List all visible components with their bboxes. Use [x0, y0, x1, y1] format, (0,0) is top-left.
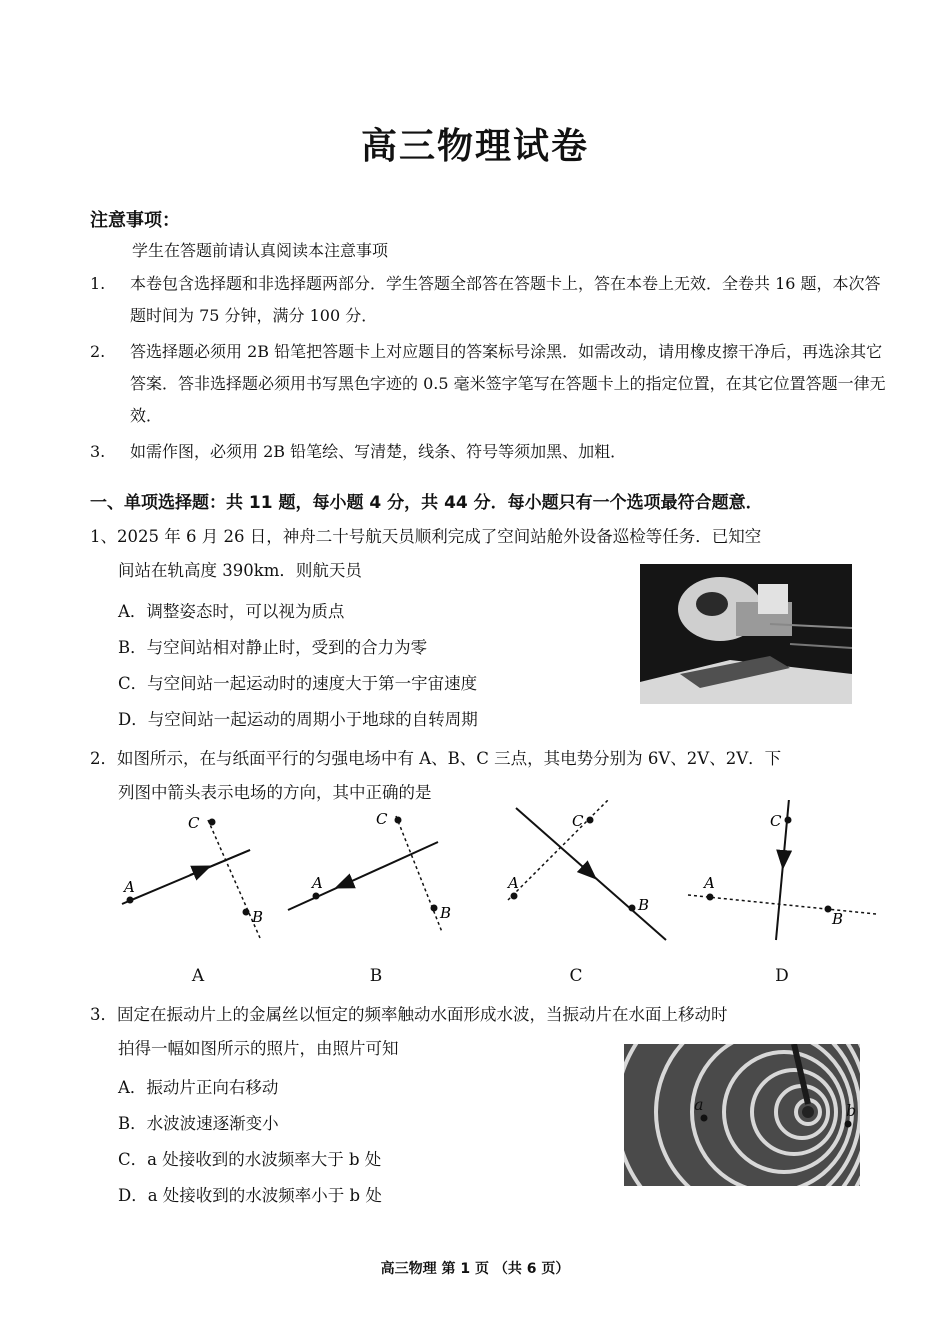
notice-item-number: 2. — [90, 342, 106, 361]
question-1-option-a: A．调整姿态时，可以视为质点 — [118, 602, 345, 621]
notice-item-number: 3. — [90, 442, 106, 461]
water-wave-graphic — [624, 1044, 860, 1186]
question-3-option-b: B．水波波速逐渐变小 — [118, 1114, 279, 1133]
notice-item-text: 如需作图，必须用 2B 铅笔绘、写清楚，线条、符号等须加黑、加粗． — [130, 442, 627, 461]
label-c: C — [188, 814, 200, 832]
label-a: A — [312, 874, 323, 892]
question-3-option-d: D．a 处接收到的水波频率小于 b 处 — [118, 1186, 382, 1205]
question-3-option-c: C．a 处接收到的水波频率大于 b 处 — [118, 1150, 382, 1169]
notice-item-text: 本卷包含选择题和非选择题两部分．学生答题全部答在答题卡上，答在本卷上无效．全卷共 16 题，本次答题时间为 75 分钟，满分 100 分． — [130, 274, 881, 325]
question-2-line-1: 2．如图所示，在与纸面平行的匀强电场中有 A、B、C 三点，其电势分别为 6V、2V、2V．下 — [90, 749, 782, 768]
notice-item-number: 1. — [90, 274, 106, 293]
astronaut-photo-graphic — [640, 564, 852, 704]
label-c: C — [572, 812, 584, 830]
question-3-option-a: A．振动片正向右移动 — [118, 1078, 279, 1097]
diagram-label-d: D — [775, 966, 789, 986]
question-3-line-2: 拍得一幅如图所示的照片，由照片可知 — [118, 1039, 399, 1058]
question-1-option-b: B．与空间站相对静止时，受到的合力为零 — [118, 638, 428, 657]
diagram-a — [122, 814, 263, 938]
astronaut-photo — [640, 564, 852, 704]
question-2-line-2: 列图中箭头表示电场的方向，其中正确的是 — [118, 783, 432, 802]
diagram-label-b: B — [369, 966, 383, 986]
label-point-a: a — [694, 1095, 704, 1114]
question-1-line-2: 间站在轨高度 390km．则航天员 — [118, 561, 362, 580]
notice-heading: 注意事项： — [90, 210, 180, 231]
water-wave-photo — [624, 1044, 860, 1186]
question-1-option-d: D．与空间站一起运动的周期小于地球的自转周期 — [118, 710, 478, 729]
question-1-line-1: 1、2025 年 6 月 26 日，神舟二十号航天员顺利完成了空间站舱外设备巡检等任务．已知空 — [90, 527, 762, 546]
label-c: C — [770, 812, 782, 830]
label-b: B — [252, 908, 264, 926]
notice-intro: 学生在答题前请认真阅读本注意事项 — [132, 241, 389, 260]
question-1-option-c: C．与空间站一起运动时的速度大于第一宇宙速度 — [118, 674, 478, 693]
diagram-label-a: A — [191, 966, 205, 986]
diagram-c — [506, 800, 666, 940]
page-footer: 高三物理 第 1 页 （共 6 页） — [380, 1261, 570, 1277]
label-b: B — [638, 896, 650, 914]
page-title: 高三物理试卷 — [360, 126, 589, 167]
label-a: A — [704, 874, 715, 892]
diagram-b — [288, 810, 451, 932]
label-a: A — [124, 878, 135, 896]
section-heading: 一、单项选择题：共 11 题，每小题 4 分，共 44 分．每小题只有一个选项最符合题意． — [90, 493, 763, 513]
question-2-diagrams — [100, 800, 890, 950]
diagram-d — [688, 800, 876, 940]
label-c: C — [376, 810, 388, 828]
question-3-line-1: 3．固定在振动片上的金属丝以恒定的频率触动水面形成水波，当振动片在水面上移动时 — [90, 1005, 728, 1024]
label-b: B — [832, 910, 844, 928]
label-point-b: b — [846, 1101, 857, 1120]
notice-item-text: 答选择题必须用 2B 铅笔把答题卡上对应题目的答案标号涂黑．如需改动，请用橡皮擦干净后，再选涂其它答案．答非选择题必须用书写黑色字迹的 0.5 毫米签字笔写在答题卡上的指定位置，在其它位置答题一律无效． — [130, 342, 886, 425]
label-b: B — [440, 904, 452, 922]
diagram-label-c: C — [569, 966, 583, 986]
label-a: A — [508, 874, 519, 892]
